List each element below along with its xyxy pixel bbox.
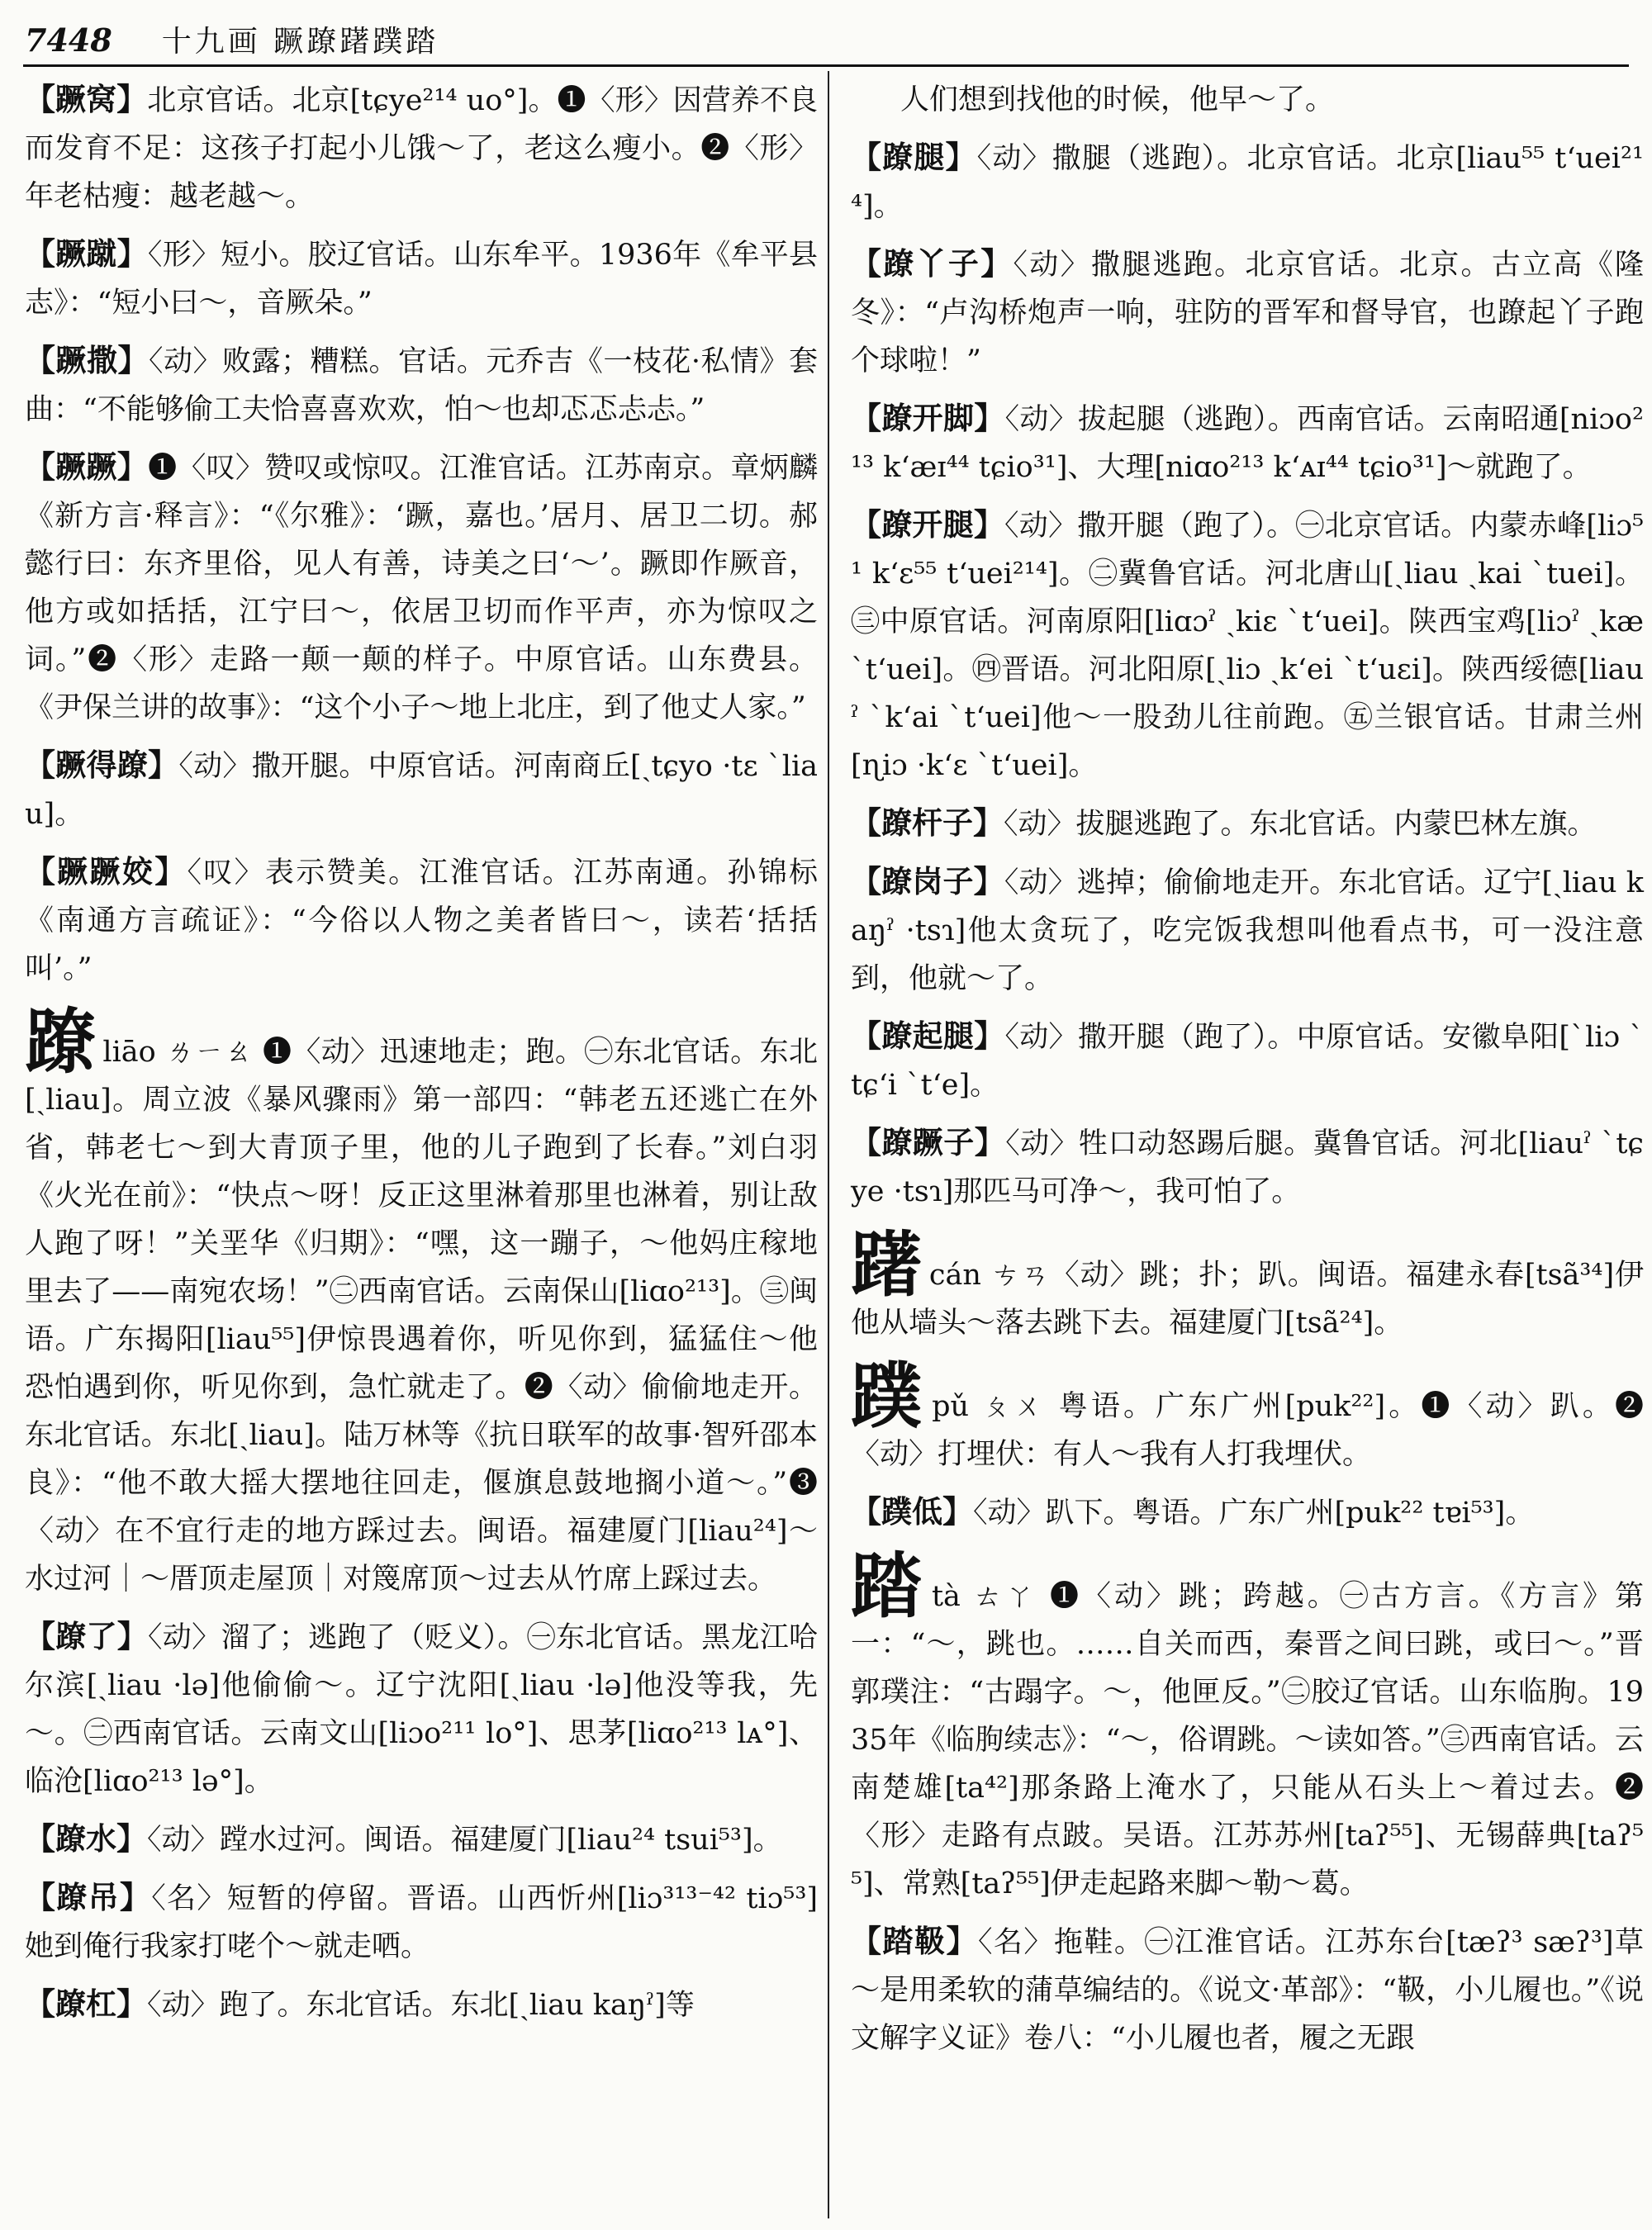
entry-headword: 【蹽开腿】 [851,507,1005,543]
entry-headword: 【蹽吊】 [25,1880,152,1915]
entry-definition: 〈动〉撒开腿（跑了）。㊀北京官话。内蒙赤峰[liɔ⁵¹ kʻɛ⁵⁵ tʻuei²¹⁴]。㊁冀鲁官话。河北唐山[ˏliau ˏkai ˋtuei]。㊂中原官话。河南原阳[liɑɔˀ ˏkiɛ ˋtʻuei]。陕西宝鸡[liɔˀ ˏkæ ˋtʻuei]。㊃晋语。河北阳原[ˏliɔ ˏkʻei ˋtʻuɛi]。陕西绥德[liauˀ ˋkʻai ˋtʻuei]他～一股劲儿往前跑。㊄兰银官话。甘肃兰州[ɳiɔ ·kʻɛ ˋtʻuei]。 [851,510,1644,782]
dictionary-entry [25,444,818,732]
entry-headword: 【蹽杆子】 [851,805,1004,841]
character-entry [851,1223,1645,1347]
entry-headword: 【蹽了】 [25,1619,149,1654]
entry-definition: 〈名〉拖鞋。㊀江淮官话。江苏东台[tæʔ³ sæʔ³]草～是用柔软的蒲草编结的。《说文·革部》：“靸，小儿履也。”《说文解字义证》卷八：“小儿履也者，履之无跟 [851,1926,1644,2055]
dictionary-entry [851,1488,1644,1537]
entry-definition: liāo ㄌㄧㄠ ❶〈动〉迅速地走；跑。㊀东北官话。东北[ˏliau]。周立波《暴风骤雨》第一部四：“韩老五还逃亡在外省，韩老七～到大青顶子里，他的儿子跑到了长春。”刘白羽《火光在前》：“快点～呀！反正这里淋着那里也淋着，别让敌人跑了呀！”关垩华《归期》：“嘿，这一蹦子，～他妈庄稼地里去了——南宛农场！”㊁西南官话。云南保山[liɑo²¹³]。㊂闽语。广东揭阳[liau⁵⁵]伊惊畏遇着你，听见你到，猛猛住～他恐怕遇到你，听见你到，急忙就走了。❷〈动〉偷偷地走开。东北官话。东北[ˏliau]。陆万林等《抗日联军的故事·智歼邵本良》：“他不敢大摇大摆地往回走，偃旗息鼓地搁小道～。”❸〈动〉在不宜行走的地方踩过去。闽语。福建厦门[liau²⁴]～水过河｜～厝顶走屋顶｜对篾席顶～过去从竹席上踩过去。 [25,1036,818,1596]
entry-definition: 〈动〉逃掉；偷偷地走开。东北官话。辽宁[ˏliau kaŋˀ ·tsɿ]他太贪玩了，吃完饭我想叫他看点书，可一没注意到，他就～了。 [851,866,1644,995]
running-title: 十九画 蹶蹽躇蹼踏 [161,25,439,59]
entry-definition: 〈形〉短小。胶辽官话。山东牟平。1936年《牟平县志》：“短小曰～，音厥朵。” [25,239,819,320]
entry-definition: pǔ ㄆㄨ 粤语。广东广州[puk²²]。❶〈动〉趴。❷〈动〉打埋伏：有人～我有人打我埋伏。 [851,1390,1645,1471]
character-headword: 蹼 [851,1355,926,1438]
entry-headword: 【蹶蹴】 [25,236,148,272]
entry-headword: 【蹽杠】 [25,1986,147,2022]
entry-definition: 北京官话。北京[tɕye²¹⁴ uo°]。❶〈形〉因营养不良而发育不足：这孩子打起小儿饿～了，老这么瘦小。❷〈形〉年老枯瘦：越老越～。 [25,84,818,213]
left-column [25,76,818,2039]
header-rule [23,64,1629,67]
dictionary-entry [25,76,818,221]
entry-headword: 【蹼低】 [851,1494,973,1530]
entry-headword: 【蹶撒】 [25,343,149,378]
character-entry [25,1000,818,1603]
entry-definition: 〈动〉撒开腿。中原官话。河南商丘[ˏtɕyo ·tɛ ˋliau]。 [25,750,819,831]
entry-definition: 〈动〉败露；糟糕。官话。元乔吉《一枝花·私情》套曲：“不能够偷工夫恰喜喜欢欢，怕～也却忑忑忐忐。” [25,345,818,426]
page-header [25,18,1627,59]
entry-headword: 【蹽蹶子】 [851,1125,1006,1160]
dictionary-entry [851,799,1644,848]
character-entry [851,1355,1645,1478]
entry-headword: 【蹶得蹽】 [25,747,179,783]
dictionary-entry [25,337,818,434]
entry-headword: 【蹶蹶姣】 [25,854,188,890]
character-headword: 踏 [851,1544,925,1628]
dictionary-entry [25,1874,818,1971]
entry-headword: 【蹽起腿】 [851,1018,1005,1054]
entry-headword: 【蹽水】 [25,1821,147,1857]
dictionary-entry [851,134,1644,230]
entry-headword: 【蹽腿】 [851,140,977,175]
entry-definition: 〈动〉蹚水过河。闽语。福建厦门[liau²⁴ tsui⁵³]。 [147,1824,782,1857]
dictionary-entry [851,501,1644,790]
entry-headword: 【踏靸】 [851,1924,978,1959]
entry-definition: 〈动〉撒腿（逃跑）。北京官话。北京[liau⁵⁵ tʻuei²¹⁴]。 [851,142,1645,223]
page-number: 7448 [25,21,112,59]
dictionary-entry [25,1815,818,1864]
entry-definition: ❶〈叹〉赞叹或惊叹。江淮官话。江苏南京。章炳麟《新方言·释言》：“《尔雅》：‘蹶，嘉也。’居月、居卫二切。郝懿行曰：东齐里俗，见人有善，诗美之曰‘～’。蹶即作厥音，他方或如括括，江宁曰～，依居卫切而作平声，亦为惊叹之词。”❷〈形〉走路一颠一颠的样子。中原官话。山东费县。《尹保兰讲的故事》：“这个小子～地上北庄，到了他丈人家。” [25,452,818,724]
entry-definition: 〈叹〉表示赞美。江淮官话。江苏南通。孙锦标《南通方言疏证》：“今俗以人物之美者皆曰～，读若‘括括叫’。” [25,856,818,985]
entry-definition: cán ㄘㄢ〈动〉跳；扑；趴。闽语。福建永春[tsã³⁴]伊他从墙头～落去跳下去。福建厦门[tsã²⁴]。 [851,1259,1645,1340]
dictionary-entry [851,240,1644,385]
entry-definition: tà ㄊㄚ ❶〈动〉跳；跨越。㊀古方言。《方言》第一：“～，跳也。……自关而西，秦晋之间曰跳，或曰～。”晋郭璞注：“古蹋字。～，他匣反。”㊁胶辽官话。山东临朐。1935年《临朐续志》：“～，俗谓跳。～读如答。”㊂西南官话。云南楚雄[ta⁴²]那条路上淹水了，只能从石头上～着过去。❷〈形〉走路有点跛。吴语。江苏苏州[taʔ⁵⁵]、无锡薛典[taʔ⁵⁵]、常熟[taʔ⁵⁵]伊走起路来脚～勒～葛。 [851,1580,1645,1900]
entry-definition: 〈名〉短暂的停留。晋语。山西忻州[liɔ³¹³⁻⁴² tiɔ⁵³]她到俺行我家打咾个～就走哂。 [25,1882,819,1963]
right-column [851,76,1644,2072]
dictionary-entry [851,1013,1644,1109]
dictionary-entry [851,395,1644,491]
entry-definition: 〈动〉拔腿逃跑了。东北官话。内蒙巴林左旗。 [1004,808,1597,841]
entry-headword: 【蹶窝】 [25,82,148,117]
character-headword: 躇 [851,1223,923,1307]
entry-definition: 〈动〉趴下。粤语。广东广州[puk²² tɐi⁵³]。 [973,1497,1535,1530]
entry-headword: 【蹽开脚】 [851,401,1005,436]
entry-headword: 【蹶蹶】 [25,449,149,485]
entry-definition: 〈动〉溜了；逃跑了（贬义）。㊀东北官话。黑龙江哈尔滨[ˏliau ·lə]他偷偷～。辽宁沈阳[ˏliau ·lə]他没等我，先～。㊁西南官话。云南文山[liɔo²¹¹ lo°]、思茅[liɑo²¹³ lᴀ°]、临沧[liɑo²¹³ lə°]。 [25,1621,818,1798]
dictionary-entry [851,858,1644,1003]
entry-definition: 〈动〉跑了。东北官话。东北[ˏliau kaŋˀ]等 [147,1989,695,2022]
dictionary-entry [25,1613,818,1805]
entry-definition: 〈动〉拔起腿（逃跑）。西南官话。云南昭通[niɔo²¹³ kʻæɪ⁴⁴ tɕio³¹]、大理[niɑo²¹³ kʻᴀɪ⁴⁴ tɕio³¹]～就跑了。 [851,403,1644,484]
column-divider [828,71,829,2218]
dictionary-entry [25,1981,818,2029]
character-headword: 蹽 [25,1000,97,1084]
entry-definition: 人们想到找他的时候，他早～了。 [900,83,1335,116]
entry-headword: 【蹽丫子】 [851,246,1014,282]
entry-definition: 〈动〉牲口动怒踢后腿。冀鲁官话。河北[liauˀ ˋtɕye ·tsɿ]那匹马可净～，我可怕了。 [851,1127,1644,1208]
entry-definition: 〈动〉撒开腿（跑了）。中原官话。安徽阜阳[ˋliɔ ˋtɕʻi ˋtʻe]。 [851,1021,1644,1102]
entry-headword: 【蹽岗子】 [851,864,1004,899]
entry-definition: 〈动〉撒腿逃跑。北京官话。北京。古立高《隆冬》：“卢沟桥炮声一响，驻防的晋军和督导官，也蹽起丫子跑个球啦！” [851,249,1644,377]
dictionary-entry [25,742,818,838]
dictionary-entry [25,848,818,993]
dictionary-entry [851,1918,1644,2062]
entry-continuation [851,76,1644,124]
dictionary-entry [851,1119,1644,1216]
character-entry [851,1544,1645,1908]
dictionary-entry [25,230,818,327]
